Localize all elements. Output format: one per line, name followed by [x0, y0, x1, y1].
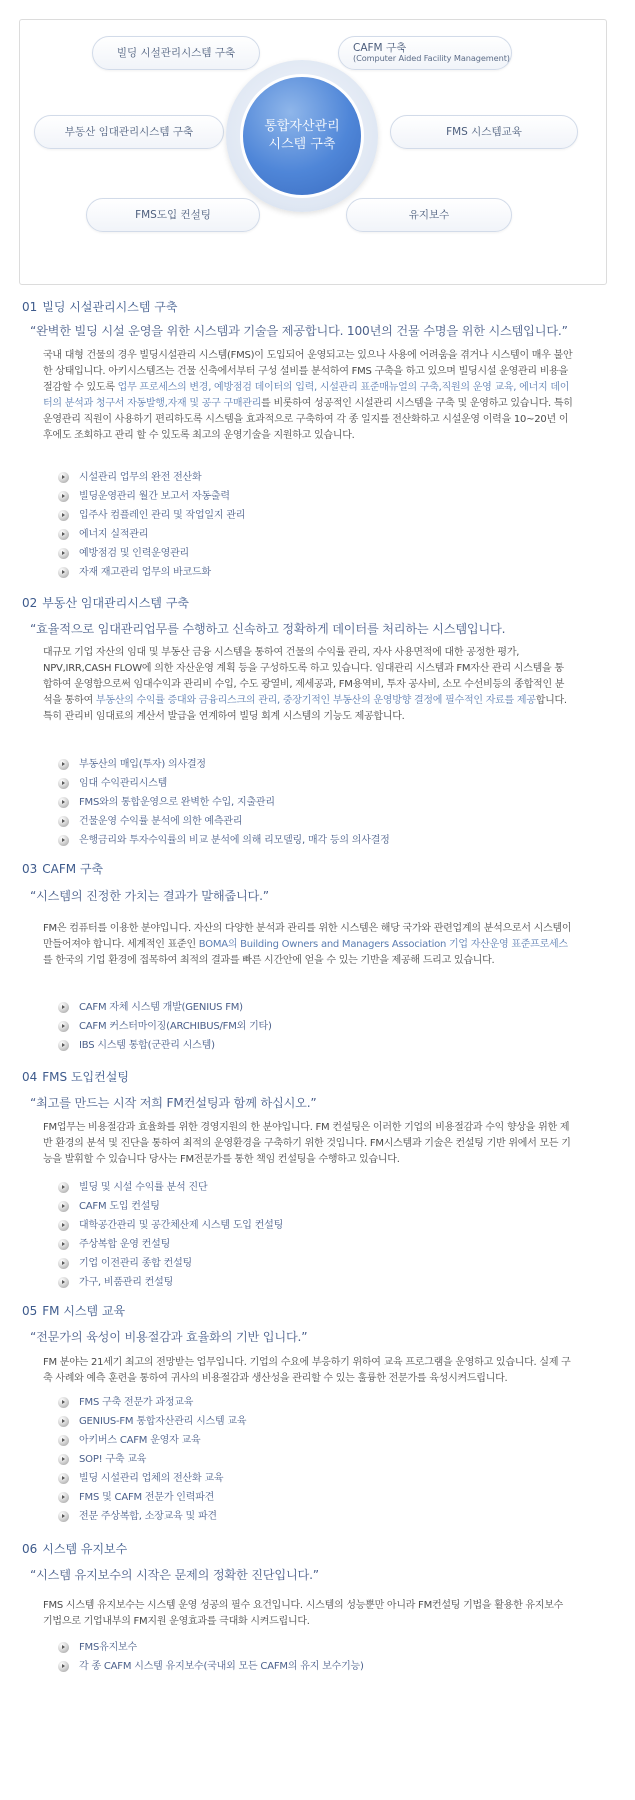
- feature-list: [58, 1638, 364, 1676]
- feature-list: [58, 1178, 283, 1292]
- bullet-arrow-icon: [58, 778, 69, 789]
- body-text: 합니다. 특히 관리비 임대료의 계산서 발급을 연계하여 빌딩 회계 시스템의 기능도 제공합니다.: [43, 695, 567, 722]
- node-realestate-label: 부동산 임대관리시스템 구축: [64, 125, 194, 138]
- node-cafm-title: CAFM 구축: [353, 42, 407, 55]
- bullet-arrow-icon: [58, 1002, 69, 1013]
- bullet-arrow-icon: [58, 1182, 69, 1193]
- list-item: [58, 1507, 246, 1526]
- list-item-text: 아키버스 CAFM 운영자 교육: [79, 1435, 201, 1446]
- body-text: 를 비롯하여 성공적인 시설관리 시스템을 구축 및 운영하고 있습니다. 특히 운영관리 직원이 사용하기 편리하도록 시스템을 효과적으로 구축하여 각 종 일지를 전산화하고 시설운영 이력을 10~20년 이후에도 조회하고 관리 할 수 있도록 최고의 운영기술을 지원하고 있습니다.: [43, 398, 573, 441]
- bullet-arrow-icon: [58, 1454, 69, 1465]
- list-item-text: 부동산의 매입(투자) 의사결정: [79, 759, 206, 770]
- list-item-text: IBS 시스템 통합(군관리 시스템): [79, 1040, 215, 1051]
- list-item: [58, 774, 390, 793]
- list-item: [58, 544, 245, 563]
- body-text: FMS 시스템 유지보수는 시스템 운영 성공의 필수 요건입니다. 시스템의 성능뿐만 아니라 FM컨설팅 기법을 활용한 유지보수 기법으로 기업내부의 FM지원 운영효과를 극대화 시켜드립니다.: [43, 1600, 564, 1627]
- bullet-arrow-icon: [58, 1021, 69, 1032]
- list-item: [58, 1393, 246, 1412]
- list-item: [58, 1216, 283, 1235]
- bullet-arrow-icon: [58, 529, 69, 540]
- bullet-arrow-icon: [58, 1258, 69, 1269]
- list-item: [58, 1197, 283, 1216]
- bullet-arrow-icon: [58, 1220, 69, 1231]
- list-item: [58, 1017, 272, 1036]
- section-quote: “전문가의 육성이 비용절감과 효율화의 기반 입니다.”: [30, 1330, 308, 1344]
- center-hub-line-2: 시스템 구축: [268, 137, 336, 152]
- list-item: [58, 487, 245, 506]
- list-item-text: CAFM 커스터마이징(ARCHIBUS/FM외 기타): [79, 1021, 272, 1032]
- list-item: [58, 831, 390, 850]
- section-title-text: 시스템 유지보수: [42, 1542, 128, 1556]
- list-item-text: 빌딩운영관리 월간 보고서 자동출력: [79, 491, 230, 502]
- node-cafm-subtitle: (Computer Aided Facility Management): [353, 53, 510, 64]
- list-item: [58, 1657, 364, 1676]
- bullet-arrow-icon: [58, 491, 69, 502]
- section-quote: “완벽한 빌딩 시설 운영을 위한 시스템과 기술을 제공합니다. 100년의 건물 수명을 위한 시스템입니다.”: [30, 324, 568, 338]
- list-item: [58, 1273, 283, 1292]
- body-highlight: 부동산의 수익률 증대와 금융리스크의 관리, 중장기적인 부동산의 운영방향 결정에 필수적인 자료를 제공: [95, 695, 536, 706]
- section-title: [22, 594, 189, 611]
- list-item: [58, 998, 272, 1017]
- node-building-fms[interactable]: [92, 36, 260, 70]
- list-item: [58, 1638, 364, 1657]
- service-diagram: [19, 19, 607, 285]
- list-item-text: 가구, 비품관리 컨설팅: [79, 1277, 174, 1288]
- node-maintenance-label: 유지보수: [408, 208, 450, 221]
- section-title-text: 빌딩 시설관리시스템 구축: [42, 300, 178, 314]
- bullet-arrow-icon: [58, 1661, 69, 1672]
- section-number: 01: [22, 300, 38, 314]
- list-item: [58, 1412, 246, 1431]
- list-item: [58, 1235, 283, 1254]
- section-number: 02: [22, 596, 38, 610]
- center-hub-core[interactable]: [240, 74, 364, 198]
- body-text: 대규모 기업 자산의 임대 및 부동산 금융 시스템을 통하여 건물의 수익률 관리, 자사 사용면적에 대한 공정한 평가, NPV,IRR,CASH FLOW에 의한 자산운영 계획 등을 구성하도록 하고 있습니다. 임대관리 시스템과 FM자산 관리 시스템을 통합하여 운영함으로써 임대수익과 관리비 수입, 수도 광열비, 제세공과, FM용역비, 투자 공사비, 소모 수선비등의 종합적인 분석을 통하여: [43, 647, 565, 706]
- list-item-text: 건물운영 수익률 분석에 의한 예측관리: [79, 816, 243, 827]
- section-body: [43, 1120, 573, 1168]
- list-item-text: 임대 수익관리시스템: [79, 778, 168, 789]
- list-item: [58, 468, 245, 487]
- list-item-text: FMS유지보수: [79, 1642, 137, 1653]
- list-item-text: 자재 재고관리 업무의 바코드화: [79, 567, 211, 578]
- list-item: [58, 506, 245, 525]
- section-number: 03: [22, 862, 38, 876]
- node-building-fms-label: 빌딩 시설관리시스템 구축: [116, 46, 236, 59]
- list-item: [58, 1254, 283, 1273]
- node-fms-education-label: FMS 시스템교육: [446, 125, 522, 138]
- node-fms-education[interactable]: [390, 115, 578, 149]
- bullet-arrow-icon: [58, 835, 69, 846]
- section-quote: “효율적으로 임대관리업무를 수행하고 신속하고 정확하게 데이터를 처리하는 시스템입니다.: [30, 622, 506, 636]
- section-body: [43, 921, 573, 969]
- list-item-text: 시설관리 업무의 완전 전산화: [79, 472, 202, 483]
- list-item-text: FMS 및 CAFM 전문가 인력파견: [79, 1492, 215, 1503]
- section-title: [22, 298, 177, 315]
- section-title-text: FM 시스템 교육: [42, 1304, 126, 1318]
- section-title: [22, 860, 103, 877]
- list-item-text: 은행금리와 투자수익률의 비교 분석에 의해 리모델링, 매각 등의 의사결정: [79, 835, 390, 846]
- section-number: 05: [22, 1304, 38, 1318]
- bullet-arrow-icon: [58, 1642, 69, 1653]
- section-body: [43, 1598, 573, 1630]
- feature-list: [58, 1393, 246, 1526]
- section-title: [22, 1540, 127, 1557]
- section-body: [43, 348, 573, 444]
- list-item-text: 빌딩 시설관리 업체의 전산화 교육: [79, 1473, 224, 1484]
- list-item-text: 대학공간관리 및 공간체산제 시스템 도입 컨설팅: [79, 1220, 284, 1231]
- bullet-arrow-icon: [58, 1511, 69, 1522]
- bullet-arrow-icon: [58, 1473, 69, 1484]
- section-number: 04: [22, 1070, 38, 1084]
- feature-list: [58, 468, 245, 582]
- list-item-text: CAFM 도입 컨설팅: [79, 1201, 160, 1212]
- section-body: [43, 645, 573, 725]
- list-item: [58, 1469, 246, 1488]
- list-item-text: 주상복합 운영 컨설팅: [79, 1239, 171, 1250]
- list-item: [58, 793, 390, 812]
- list-item-text: CAFM 자체 시스템 개발(GENIUS FM): [79, 1002, 243, 1013]
- section-number: 06: [22, 1542, 38, 1556]
- section-title-text: 부동산 임대관리시스템 구축: [42, 596, 190, 610]
- bullet-arrow-icon: [58, 1277, 69, 1288]
- list-item-text: SOP! 구축 교육: [79, 1454, 147, 1465]
- list-item-text: 각 종 CAFM 시스템 유지보수(국내외 모든 CAFM의 유지 보수기능): [79, 1661, 364, 1672]
- list-item: [58, 755, 390, 774]
- body-highlight: BOMA의 Building Owners and Managers Association 기업 자산운영 표준프로세스: [198, 939, 568, 950]
- node-cafm[interactable]: [338, 36, 512, 70]
- center-hub: [226, 60, 378, 212]
- list-item: [58, 525, 245, 544]
- bullet-arrow-icon: [58, 567, 69, 578]
- node-maintenance[interactable]: [346, 198, 512, 232]
- section-title-text: CAFM 구축: [42, 862, 104, 876]
- section-title: [22, 1068, 129, 1085]
- bullet-arrow-icon: [58, 1397, 69, 1408]
- feature-list: [58, 998, 272, 1055]
- bullet-arrow-icon: [58, 1492, 69, 1503]
- bullet-arrow-icon: [58, 759, 69, 770]
- bullet-arrow-icon: [58, 472, 69, 483]
- list-item-text: 전문 주상복합, 소장교육 및 파견: [79, 1511, 217, 1522]
- list-item-text: FMS와의 통합운영으로 완벽한 수입, 지출관리: [79, 797, 275, 808]
- bullet-arrow-icon: [58, 1201, 69, 1212]
- node-fms-consulting-label: FMS도입 컨설팅: [135, 208, 211, 221]
- list-item-text: 빌딩 및 시설 수익률 분석 진단: [79, 1182, 208, 1193]
- list-item-text: 입주사 컴플레인 관리 및 작업일지 관리: [79, 510, 246, 521]
- list-item: [58, 1178, 283, 1197]
- list-item-text: 에너지 실적관리: [79, 529, 149, 540]
- body-text: FM업무는 비용절감과 효율화를 위한 경영지원의 한 분야입니다. FM 컨설팅은 이러한 기업의 비용절감과 수익 향상을 위한 제반 환경의 분석 및 진단을 통하여 최적의 운영환경을 구축하기 위한 것입니다. FM시스템과 기술은 컨설팅 기반 위에서 모든 기능을 발휘할 수 있습니다 당사는 FM전문가를 통한 책임 컨설팅을 수행하고 있습니다.: [43, 1122, 571, 1165]
- bullet-arrow-icon: [58, 797, 69, 808]
- body-highlight: 업무 프로세스의 변경, 예방점검 데이터의 입력, 시설관리 표준매뉴얼의 구축,직원의 운영 교육, 에너지 데이터의 분석과 청구서 자동발행,자재 및 공구 구매관리: [43, 382, 570, 409]
- section-quote: “시스템 유지보수의 시작은 문제의 정확한 진단입니다.”: [30, 1568, 319, 1582]
- list-item-text: GENIUS-FM 통합자산관리 시스템 교육: [79, 1416, 247, 1427]
- list-item-text: 예방점검 및 인력운영관리: [79, 548, 190, 559]
- feature-list: [58, 755, 390, 850]
- bullet-arrow-icon: [58, 1416, 69, 1427]
- section-title-text: FMS 도입컨설팅: [42, 1070, 129, 1084]
- body-text: FM은 컴퓨터를 이용한 분야입니다. 자산의 다양한 분석과 관리를 위한 시스템은 해당 국가와 관련업계의 분석으로서 시스템이 만들어져야 합니다. 세계적인 표준인: [43, 923, 572, 950]
- bullet-arrow-icon: [58, 1040, 69, 1051]
- list-item: [58, 1036, 272, 1055]
- list-item: [58, 563, 245, 582]
- node-realestate[interactable]: [34, 115, 224, 149]
- list-item-text: FMS 구축 전문가 과정교육: [79, 1397, 194, 1408]
- section-quote: “시스템의 진정한 가치는 결과가 말해줍니다.”: [30, 889, 269, 903]
- section-title: [22, 1302, 125, 1319]
- list-item: [58, 1488, 246, 1507]
- bullet-arrow-icon: [58, 1435, 69, 1446]
- body-text: 국내 대형 건물의 경우 빌딩시설관리 시스템(FMS)이 도입되어 운영되고는 있으나 사용에 어려움을 겪거나 시스템이 매우 불안한 상태입니다. 아키시스템즈는 건물 신축에서부터 구성 설비를 분석하여 FMS 구축을 하고 있으며 빌딩시설 운영관리 비용을 절감할 수 있도록: [43, 350, 573, 393]
- section-quote: “최고를 만드는 시작 저희 FM컨설팅과 함께 하십시오.”: [30, 1096, 317, 1110]
- node-fms-consulting[interactable]: [86, 198, 260, 232]
- list-item: [58, 1450, 246, 1469]
- bullet-arrow-icon: [58, 548, 69, 559]
- section-body: [43, 1355, 573, 1387]
- center-hub-line-1: 통합자산관리: [264, 119, 340, 135]
- body-text: FM 분야는 21세기 최고의 전망받는 업무입니다. 기업의 수요에 부응하기 위하여 교육 프로그램을 운영하고 있습니다. 실제 구축 사례와 예측 훈련을 통하여 귀사의 비용절감과 생산성을 관리할 수 있는 훌륭한 전문가를 육성시켜드립니다.: [43, 1357, 571, 1384]
- list-item: [58, 812, 390, 831]
- body-text: 를 한국의 기업 환경에 접목하여 최적의 결과를 빠른 시간안에 얻을 수 있는 기반을 제공해 드리고 있습니다.: [43, 955, 495, 966]
- bullet-arrow-icon: [58, 1239, 69, 1250]
- list-item: [58, 1431, 246, 1450]
- list-item-text: 기업 이전관리 종합 컨설팅: [79, 1258, 192, 1269]
- bullet-arrow-icon: [58, 816, 69, 827]
- bullet-arrow-icon: [58, 510, 69, 521]
